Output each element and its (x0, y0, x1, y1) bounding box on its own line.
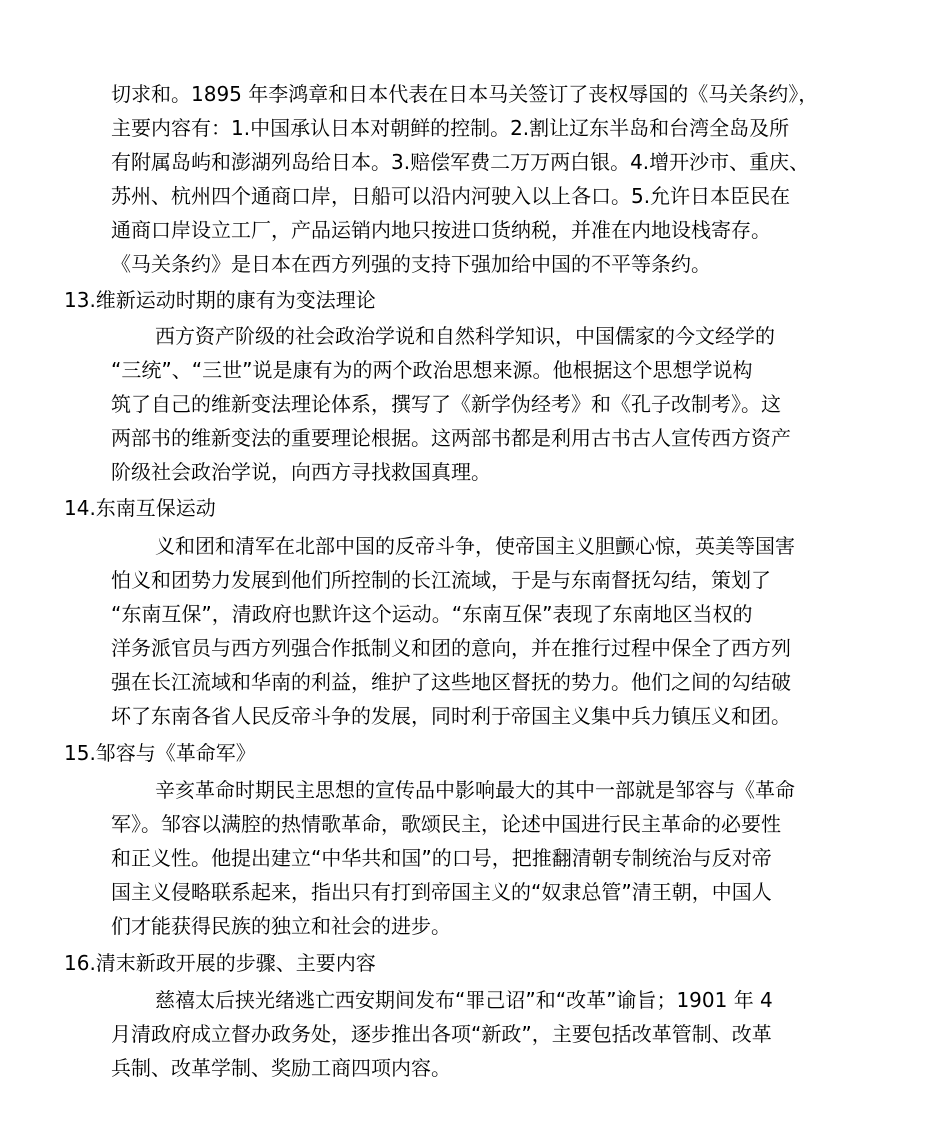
paragraph-line: 两部书的维新变法的重要理论根据。这两部书都是利用古书古人宣传西方资产 (111, 426, 791, 450)
paragraph-line: 坏了东南各省人民反帝斗争的发展，同时利于帝国主义集中兵力镇压义和团。 (111, 704, 791, 728)
section-heading: 15.邹容与《革命军》 (64, 741, 256, 765)
section-heading: 13.维新运动时期的康有为变法理论 (64, 288, 376, 312)
paragraph-line: “东南互保”，清政府也默许这个运动。“东南互保”表现了东南地区当权的 (111, 602, 753, 626)
paragraph-line: 主要内容有：1.中国承认日本对朝鲜的控制。2.割让辽东半岛和台湾全岛及所 (111, 116, 790, 140)
paragraph-line: 《马关条约》是日本在西方列强的支持下强加给中国的不平等条约。 (111, 252, 711, 276)
paragraph-line: 阶级社会政治学说，向西方寻找救国真理。 (111, 460, 491, 484)
paragraph-line: 们才能获得民族的独立和社会的进步。 (111, 914, 451, 938)
paragraph-line: 洋务派官员与西方列强合作抵制义和团的意向，并在推行过程中保全了西方列 (111, 636, 791, 660)
paragraph-line: 切求和。1895 年李鸿章和日本代表在日本马关签订了丧权辱国的《马关条约》， (111, 82, 819, 106)
paragraph-line: 西方资产阶级的社会政治学说和自然科学知识，中国儒家的今文经学的 (155, 324, 775, 348)
paragraph-line: 苏州、杭州四个通商口岸，日船可以沿内河驶入以上各口。5.允许日本臣民在 (111, 184, 791, 208)
paragraph-line: 和正义性。他提出建立“中华共和国”的口号，把推翻清朝专制统治与反对帝 (111, 846, 772, 870)
paragraph-line: 国主义侵略联系起来，指出只有打到帝国主义的“奴隶总管”清王朝，中国人 (111, 880, 772, 904)
paragraph-line: 辛亥革命时期民主思想的宣传品中影响最大的其中一部就是邹容与《革命 (155, 778, 795, 802)
paragraph-line: 通商口岸设立工厂，产品运销内地只按进口货纳税，并准在内地设栈寄存。 (111, 218, 771, 242)
paragraph-line: 军》。邹容以满腔的热情歌革命，歌颂民主，论述中国进行民主革命的必要性 (111, 812, 781, 836)
paragraph-line: 怕义和团势力发展到他们所控制的长江流域，于是与东南督抚勾结，策划了 (111, 568, 771, 592)
paragraph-line: 月清政府成立督办政务处，逐步推出各项“新政”，主要包括改革管制、改革 (111, 1022, 772, 1046)
section-heading: 16.清末新政开展的步骤、主要内容 (64, 951, 376, 975)
paragraph-line: 强在长江流域和华南的利益，维护了这些地区督抚的势力。他们之间的勾结破 (111, 670, 791, 694)
paragraph-line: 义和团和清军在北部中国的反帝斗争，使帝国主义胆颤心惊，英美等国害 (155, 534, 795, 558)
paragraph-line: “三统”、“三世”说是康有为的两个政治思想来源。他根据这个思想学说构 (111, 358, 753, 382)
paragraph-line: 有附属岛屿和澎湖列岛给日本。3.赔偿军费二万万两白银。4.增开沙市、重庆、 (111, 150, 810, 174)
paragraph-line: 筑了自己的维新变法理论体系，撰写了《新学伪经考》和《孔子改制考》。这 (111, 392, 781, 416)
paragraph-line: 兵制、改革学制、奖励工商四项内容。 (111, 1056, 451, 1080)
section-heading: 14.东南互保运动 (64, 496, 216, 520)
paragraph-line: 慈禧太后挟光绪逃亡西安期间发布“罪己诏”和“改革”谕旨；1901 年 4 (155, 988, 773, 1012)
